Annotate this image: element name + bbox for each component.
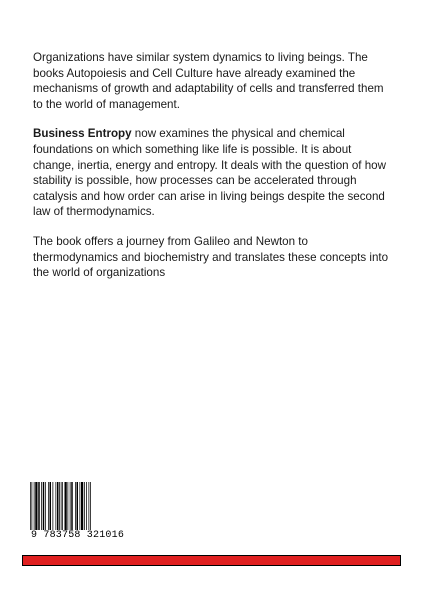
barcode-bar	[77, 482, 79, 536]
blurb-paragraph-2-text: now examines the physical and chemical foundations on which something like life is possible. It is about change, inertia, energy and entropy. It deals with the question of how stability is possible, how processes can be accelerated through catalysis and how order can arise in living beings despite the second law of thermodynamics.	[33, 127, 386, 219]
barcode-bar	[59, 482, 60, 536]
barcode-bar	[50, 482, 52, 536]
barcode-bar	[57, 482, 59, 536]
back-cover-blurb	[33, 50, 395, 295]
barcode-bar	[75, 482, 76, 536]
barcode-bar	[90, 482, 91, 536]
barcode-bar	[41, 482, 42, 536]
book-title: Business Entropy	[33, 127, 132, 141]
barcode-bar	[68, 482, 69, 536]
barcode-bar	[62, 482, 63, 536]
blurb-paragraph-2	[33, 126, 395, 220]
barcode-bar	[35, 482, 37, 536]
blurb-paragraph-1: Organizations have similar system dynamics to living beings. The books Autopoiesis and Cell Culture have already examined the mechanisms of growth and adaptability of cells and transferred them to the world of management.	[33, 51, 384, 111]
barcode-bar	[34, 482, 35, 536]
barcode-bar	[80, 482, 81, 536]
barcode-bar	[61, 482, 62, 536]
barcode-bar	[38, 482, 40, 536]
blurb-paragraph-3: The book offers a journey from Galileo and Newton to thermodynamics and biochemistry and translates these concepts into the world of organizations	[33, 234, 389, 280]
barcode-bar	[45, 482, 46, 536]
barcode-bar	[30, 482, 31, 536]
barcode-bar	[53, 482, 54, 536]
barcode-bar	[32, 482, 33, 536]
footer-red-bar	[22, 555, 401, 566]
barcode-bar	[56, 482, 57, 536]
barcode-bar	[65, 482, 67, 536]
barcode-bar	[84, 482, 85, 536]
barcode-bar	[81, 482, 83, 536]
barcode-bar	[86, 482, 87, 536]
barcode-bar	[48, 482, 49, 536]
barcode-bar	[43, 482, 45, 536]
barcode-bar	[70, 482, 71, 536]
barcode-bar	[89, 482, 90, 536]
isbn-number: 9 783758 321016	[31, 530, 125, 541]
barcode-bar	[71, 482, 73, 536]
